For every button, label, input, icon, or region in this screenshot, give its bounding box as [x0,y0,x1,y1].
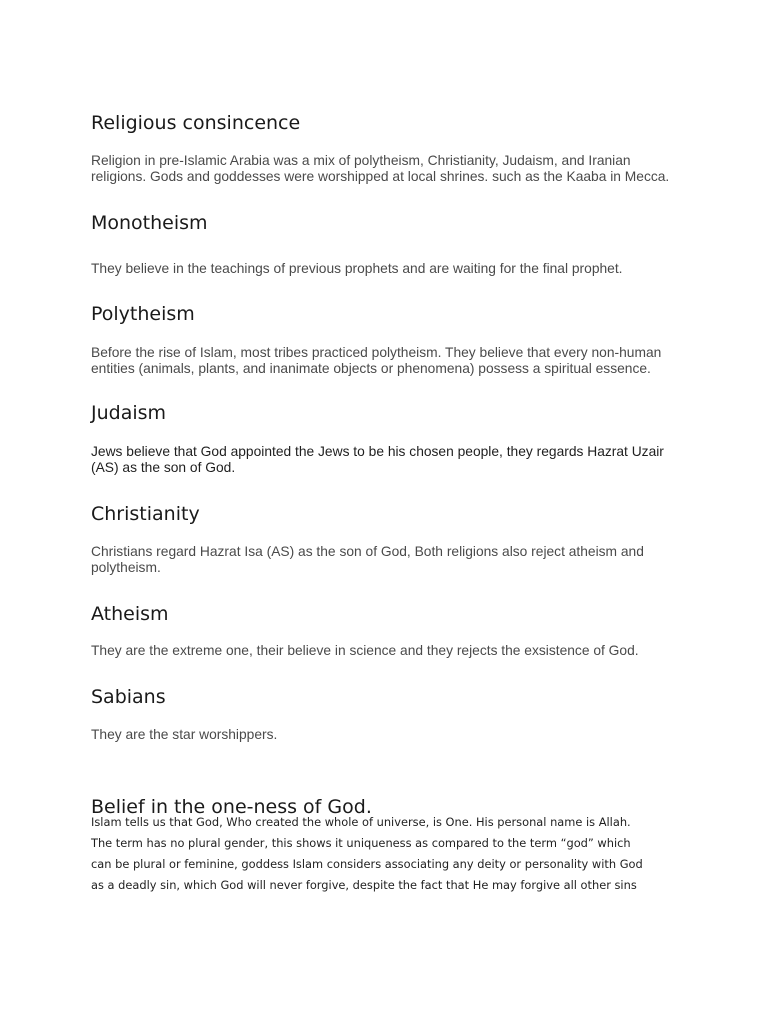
section-heading-christianity: Christianity [91,503,200,525]
section-heading-monotheism: Monotheism [91,212,208,234]
paragraph-line: They believe in the teachings of previous prophets and are waiting for the final prophet. [91,261,623,276]
paragraph-line: entities (animals, plants, and inanimate objects or phenomena) possess a spiritual essence. [91,361,651,376]
paragraph-line: as a deadly sin, which God will never forgive, despite the fact that He may forgive all other sins [91,878,637,892]
section-paragraph-christianity [91,544,691,576]
paragraph-line: polytheism. [91,560,161,575]
section-heading-religious-consincence: Religious consincence [91,112,301,134]
paragraph-line: Christians regard Hazrat Isa (AS) as the son of God, Both religions also reject atheism and [91,544,644,559]
section-heading-sabians: Sabians [91,686,166,708]
paragraph-line: Islam tells us that God, Who created the whole of universe, is One. His personal name is Allah. [91,815,631,829]
section-heading-atheism: Atheism [91,603,169,625]
paragraph-line: The term has no plural gender, this shows it uniqueness as compared to the term “god” which [91,836,631,850]
section-paragraph-sabians [91,727,691,743]
section-paragraph-atheism [91,643,691,659]
paragraph-line: (AS) as the son of God. [91,460,236,475]
paragraph-line: They are the star worshippers. [91,727,278,742]
section-heading-judaism: Judaism [91,402,167,424]
section-paragraph-oneness-of-god [91,812,691,896]
paragraph-line: Religion in pre-Islamic Arabia was a mix of polytheism, Christianity, Judaism, and Iranian [91,153,631,168]
section-heading-oneness-of-god: Belief in the one-ness of God. [91,796,372,818]
paragraph-line: Jews believe that God appointed the Jews to be his chosen people, they regards Hazrat Uzair [91,444,664,459]
paragraph-line: Before the rise of Islam, most tribes practiced polytheism. They believe that every non-human [91,345,662,360]
section-paragraph-judaism [91,444,691,476]
paragraph-line: They are the extreme one, their believe in science and they rejects the exsistence of God. [91,643,639,658]
section-heading-polytheism: Polytheism [91,303,195,325]
section-paragraph-polytheism [91,345,691,377]
paragraph-line: can be plural or feminine, goddess Islam considers associating any deity or personality with God [91,857,643,871]
section-paragraph-religious-consincence [91,153,691,185]
section-paragraph-monotheism [91,261,691,277]
paragraph-line: religions. Gods and goddesses were worshipped at local shrines. such as the Kaaba in Mecca. [91,169,670,184]
